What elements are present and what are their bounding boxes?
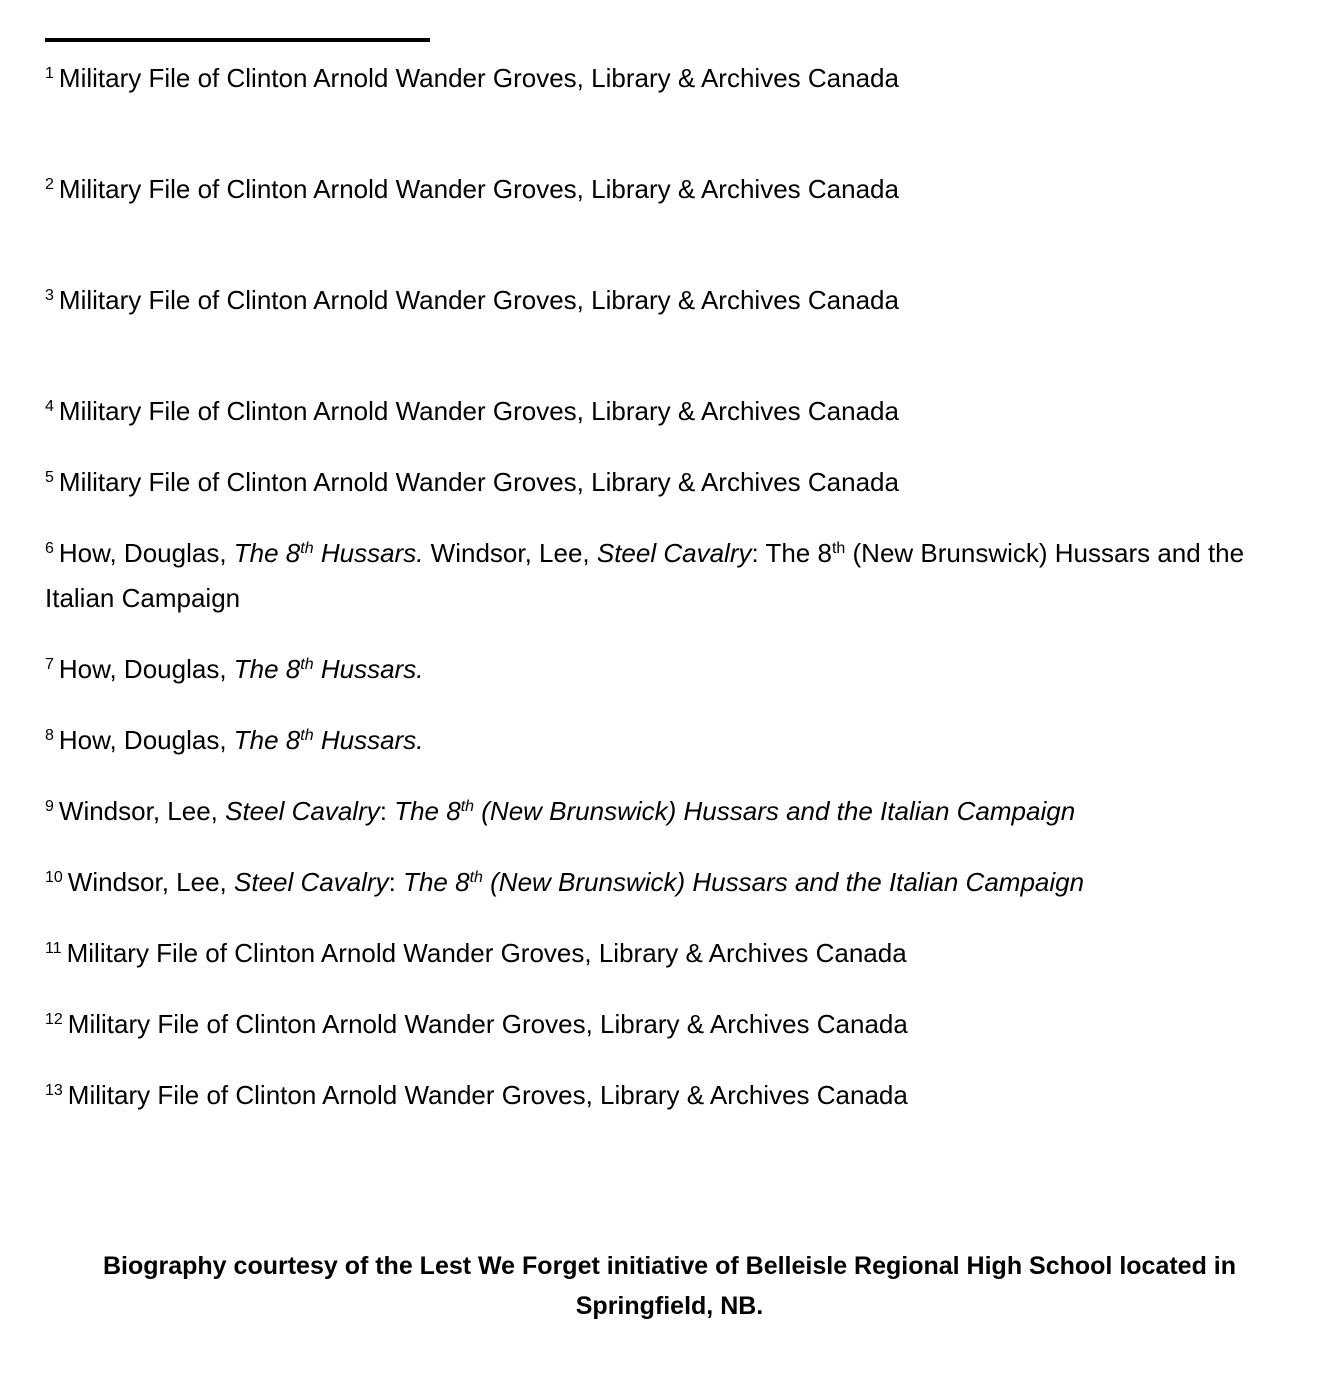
footnote-text-segment: Hussars. bbox=[313, 725, 424, 755]
footnote-item bbox=[45, 647, 1294, 692]
footnote-number: 5 bbox=[45, 469, 54, 487]
footnote-text-segment: Military File of Clinton Arnold Wander Groves, Library & Archives Canada bbox=[58, 63, 899, 93]
footnote-text-segment: The 8 bbox=[233, 654, 301, 684]
footnote-list bbox=[45, 56, 1294, 1118]
footnote-item bbox=[45, 718, 1294, 763]
footnote-text-segment: Windsor, Lee, bbox=[423, 538, 597, 568]
footnote-text-segment: th bbox=[300, 727, 314, 745]
footnote-text-segment: th bbox=[469, 869, 483, 887]
footnote-number: 1 bbox=[45, 65, 54, 83]
footnote-number: 4 bbox=[45, 398, 54, 416]
attribution-text: Biography courtesy of the Lest We Forget initiative of Belleisle Regional High School located in Springfield, NB. bbox=[102, 1252, 1237, 1320]
footnotes-section bbox=[45, 38, 1294, 1118]
footnote-text-segment: The 8 bbox=[403, 867, 470, 897]
footnote-separator-rule bbox=[45, 38, 430, 42]
footnote-item bbox=[45, 789, 1294, 834]
footnote-text-segment: (New Brunswick) Hussars and the Italian Campaign bbox=[45, 538, 1245, 613]
footnote-item bbox=[45, 460, 1294, 505]
footnote-text-segment: : bbox=[388, 867, 404, 897]
footnote-text-segment: The 8 bbox=[233, 538, 301, 568]
footnote-text-segment: Military File of Clinton Arnold Wander Groves, Library & Archives Canada bbox=[67, 1009, 908, 1039]
footnote-number: 2 bbox=[45, 176, 54, 194]
footnote-text-segment: : bbox=[379, 796, 395, 826]
footnote-text-segment: Steel Cavalry bbox=[596, 538, 752, 568]
footnote-text-segment: th bbox=[300, 540, 314, 558]
footnote-text-segment: Military File of Clinton Arnold Wander Groves, Library & Archives Canada bbox=[58, 285, 899, 315]
footnote-text-segment: : The 8 bbox=[751, 538, 832, 568]
footnote-text-segment: (New Brunswick) Hussars and the Italian Campaign bbox=[474, 796, 1076, 826]
footnote-item bbox=[45, 389, 1294, 434]
footnote-number: 3 bbox=[45, 287, 54, 305]
footnote-number: 8 bbox=[45, 727, 54, 745]
footnote-text-segment: Military File of Clinton Arnold Wander Groves, Library & Archives Canada bbox=[58, 174, 899, 204]
footnote-item bbox=[45, 931, 1294, 976]
footnote-item bbox=[45, 278, 1294, 323]
footnote-number: 6 bbox=[45, 540, 54, 558]
footnote-item bbox=[45, 531, 1294, 621]
footnote-text-segment: Windsor, Lee, bbox=[67, 867, 234, 897]
footnote-item bbox=[45, 1002, 1294, 1047]
footnote-text-segment: Steel Cavalry bbox=[225, 796, 380, 826]
footnote-number: 9 bbox=[45, 798, 54, 816]
footnote-item bbox=[45, 167, 1294, 212]
footnote-text-segment: Windsor, Lee, bbox=[58, 796, 226, 826]
footnote-text-segment: The 8 bbox=[394, 796, 461, 826]
footnote-item bbox=[45, 1073, 1294, 1118]
footnote-text-segment: How, Douglas, bbox=[58, 654, 234, 684]
footnote-text-segment: th bbox=[460, 798, 475, 816]
footnote-text-segment: th bbox=[300, 656, 314, 674]
footnote-number: 7 bbox=[45, 656, 54, 674]
footnote-text-segment: Military File of Clinton Arnold Wander Groves, Library & Archives Canada bbox=[58, 467, 899, 497]
footnote-item bbox=[45, 56, 1294, 101]
footnote-text-segment: Hussars. bbox=[313, 538, 424, 568]
footnote-text-segment: Military File of Clinton Arnold Wander Groves, Library & Archives Canada bbox=[67, 1080, 908, 1110]
footnote-text-segment: How, Douglas, bbox=[58, 538, 234, 568]
footnote-text-segment: The 8 bbox=[233, 725, 301, 755]
footnote-number: 10 bbox=[45, 869, 63, 887]
footnote-text-segment: Steel Cavalry bbox=[234, 867, 389, 897]
footnote-number: 11 bbox=[45, 940, 62, 958]
footnote-text-segment: Hussars. bbox=[313, 654, 424, 684]
footnote-item bbox=[45, 860, 1294, 905]
footnote-text-segment: Military File of Clinton Arnold Wander Groves, Library & Archives Canada bbox=[66, 938, 907, 968]
footnote-text-segment: Military File of Clinton Arnold Wander Groves, Library & Archives Canada bbox=[58, 396, 899, 426]
footnote-number: 13 bbox=[45, 1082, 63, 1100]
footnote-text-segment: th bbox=[831, 540, 846, 558]
footnote-text-segment: (New Brunswick) Hussars and the Italian Campaign bbox=[482, 867, 1085, 897]
footnote-text-segment: How, Douglas, bbox=[58, 725, 234, 755]
footnote-number: 12 bbox=[45, 1011, 63, 1029]
